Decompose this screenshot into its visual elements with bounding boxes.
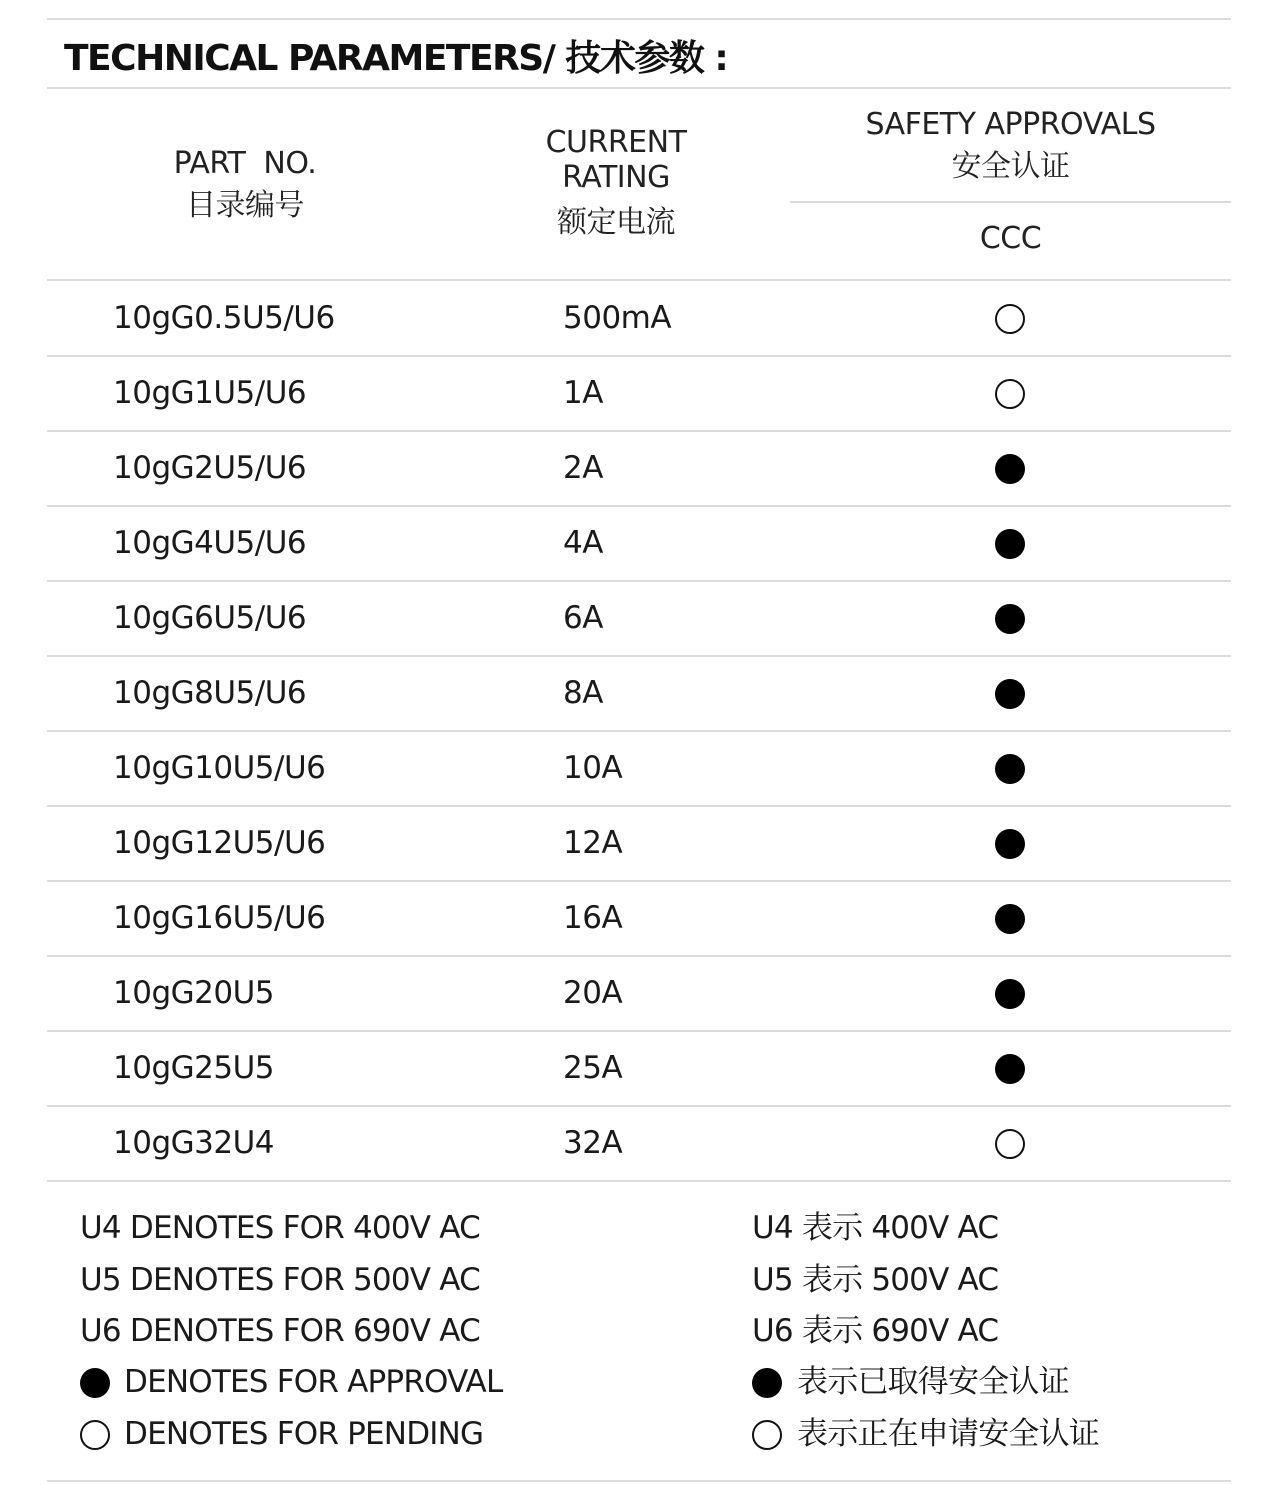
current-rating-cell: 8A (563, 675, 603, 711)
part-number-cell: 10gG6U5/U6 (113, 600, 307, 636)
header-part-no-en: PART NO. (173, 146, 317, 181)
current-rating-cell: 2A (563, 450, 603, 486)
ccc-approved-icon (995, 529, 1025, 559)
table-row (0, 1031, 1278, 1106)
header-safety-zh: 安全认证 (951, 149, 1070, 184)
note-u5-zh: U5 表示 500V AC (752, 1262, 999, 1298)
legend-pending-en: DENOTES FOR PENDING (124, 1416, 484, 1452)
legend-approved-zh: 表示已取得安全认证 (797, 1364, 1069, 1400)
note-u6-en: U6 DENOTES FOR 690V AC (80, 1313, 480, 1349)
current-rating-cell: 4A (563, 525, 603, 561)
ccc-pending-icon (995, 379, 1025, 409)
current-rating-cell: 32A (563, 1125, 623, 1161)
row-rule (47, 1180, 1231, 1182)
header-current-zh: 额定电流 (557, 205, 675, 240)
part-number-cell: 10gG0.5U5/U6 (113, 300, 335, 336)
table-row (0, 1106, 1278, 1181)
legend-approved-dot-en (80, 1368, 110, 1398)
title-rule (47, 87, 1231, 89)
top-rule (47, 18, 1231, 20)
table-row (0, 431, 1278, 506)
current-rating-cell: 1A (563, 375, 603, 411)
ccc-approved-icon (995, 604, 1025, 634)
table-row (0, 656, 1278, 731)
ccc-pending-icon (995, 1129, 1025, 1159)
part-number-cell: 10gG20U5 (113, 975, 275, 1011)
legend-approved-en: DENOTES FOR APPROVAL (124, 1364, 503, 1400)
note-u4-en: U4 DENOTES FOR 400V AC (80, 1210, 480, 1246)
header-part-no (95, 143, 395, 227)
part-number-cell: 10gG2U5/U6 (113, 450, 307, 486)
ccc-approved-icon (995, 829, 1025, 859)
part-number-cell: 10gG10U5/U6 (113, 750, 326, 786)
table-row (0, 956, 1278, 1031)
current-rating-cell: 10A (563, 750, 623, 786)
header-safety-approvals (790, 104, 1231, 188)
table-row (0, 581, 1278, 656)
table-row (0, 806, 1278, 881)
bottom-rule (47, 1480, 1231, 1482)
current-rating-cell: 20A (563, 975, 623, 1011)
table-row (0, 281, 1278, 356)
table-row (0, 506, 1278, 581)
legend-pending-zh: 表示正在申请安全认证 (797, 1416, 1099, 1452)
note-u4-zh: U4 表示 400V AC (752, 1210, 999, 1246)
ccc-pending-icon (995, 304, 1025, 334)
header-sub-rule (790, 201, 1231, 203)
header-current-en-1: CURRENT (545, 125, 687, 160)
header-safety-en: SAFETY APPROVALS (865, 107, 1156, 142)
legend-pending-dot-zh (752, 1420, 782, 1450)
current-rating-cell: 16A (563, 900, 623, 936)
ccc-approved-icon (995, 904, 1025, 934)
current-rating-cell: 25A (563, 1050, 623, 1086)
header-current-en-2: RATING (562, 160, 670, 195)
header-ccc: CCC (979, 221, 1042, 256)
ccc-approved-icon (995, 1054, 1025, 1084)
current-rating-cell: 500mA (563, 300, 672, 336)
table-row (0, 881, 1278, 956)
part-number-cell: 10gG4U5/U6 (113, 525, 307, 561)
part-number-cell: 10gG8U5/U6 (113, 675, 307, 711)
ccc-approved-icon (995, 679, 1025, 709)
part-number-cell: 10gG25U5 (113, 1050, 275, 1086)
legend-approved-dot-zh (752, 1368, 782, 1398)
table-row (0, 731, 1278, 806)
page-title: TECHNICAL PARAMETERS/ 技术参数 : (64, 38, 728, 79)
legend-pending-dot-en (80, 1420, 110, 1450)
current-rating-cell: 12A (563, 825, 623, 861)
header-current-rating (466, 122, 766, 244)
note-u5-en: U5 DENOTES FOR 500V AC (80, 1262, 480, 1298)
ccc-approved-icon (995, 754, 1025, 784)
note-u6-zh: U6 表示 690V AC (752, 1313, 999, 1349)
table-row (0, 356, 1278, 431)
ccc-approved-icon (995, 454, 1025, 484)
header-part-no-zh: 目录编号 (186, 188, 304, 223)
ccc-approved-icon (995, 979, 1025, 1009)
part-number-cell: 10gG1U5/U6 (113, 375, 307, 411)
part-number-cell: 10gG12U5/U6 (113, 825, 326, 861)
current-rating-cell: 6A (563, 600, 603, 636)
part-number-cell: 10gG32U4 (113, 1125, 275, 1161)
part-number-cell: 10gG16U5/U6 (113, 900, 326, 936)
